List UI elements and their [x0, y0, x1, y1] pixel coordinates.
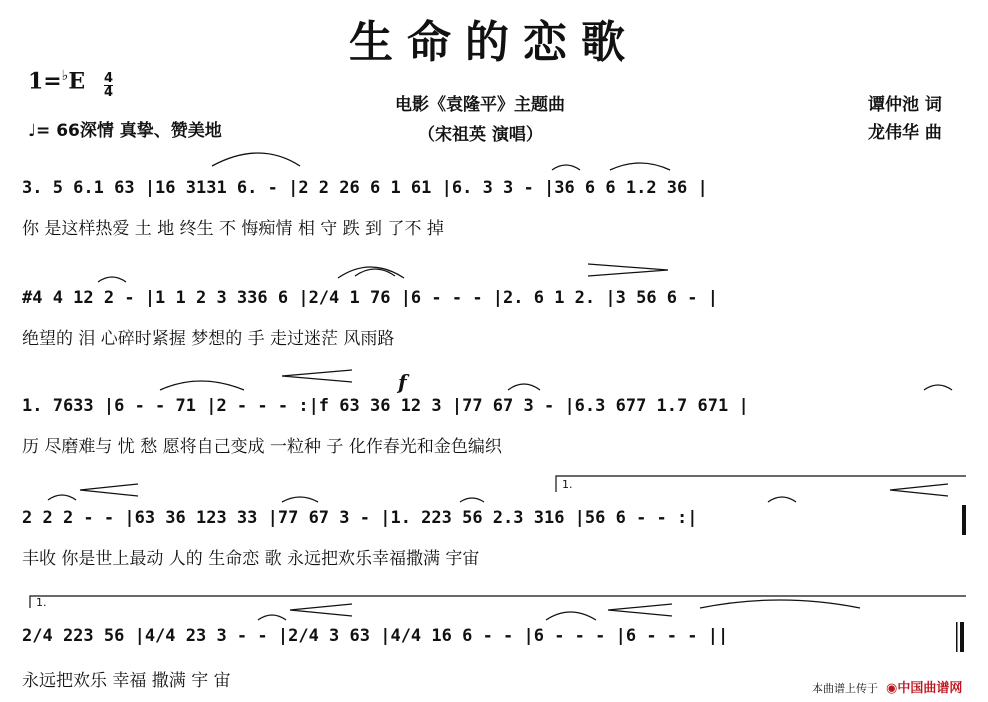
slur [460, 498, 484, 502]
crescendo-hairpin [588, 264, 668, 276]
lyrics-line-2: 绝望的 泪 心碎时紧握 梦想的 手 走过迷茫 风雨路 [22, 329, 395, 349]
time-denominator: 4 [104, 85, 114, 100]
dynamic-forte: f [398, 370, 407, 394]
lyrics-line-4: 丰收 你是世上最动 人的 生命恋 歌 永远把欢乐幸福撒满 宇宙 [22, 549, 480, 569]
final-barline-thin [956, 622, 958, 652]
slur [546, 612, 596, 620]
subtitle: 电影《袁隆平》主题曲 [395, 95, 565, 115]
flat-sign: ♭ [61, 68, 69, 84]
song-title: 生命的恋歌 [349, 17, 639, 68]
slur [552, 165, 580, 170]
slur [258, 615, 286, 620]
slur [508, 384, 540, 390]
slur [768, 497, 796, 502]
composer-credit: 龙伟华 曲 [868, 123, 942, 143]
logo-globe-icon: ◉ [886, 681, 898, 696]
notes-line-2: #4 4 12 2 - |1 1 2 3 336 6 |2/4 1 76 |6 - - - |2. 6 1 2. |3 56 6 - | [22, 288, 718, 308]
tempo-text: = 66深情 真挚、赞美地 [36, 121, 222, 141]
lyrics-line-5: 永远把欢乐 幸福 撒满 宇 宙 [22, 671, 231, 691]
lyrics-line-3: 历 尽磨难与 忧 愁 愿将自己变成 一粒种 子 化作春光和金色编织 [22, 437, 502, 457]
decrescendo-hairpin [290, 604, 352, 616]
slur [160, 381, 244, 390]
slur [924, 385, 952, 390]
notes-line-4: 2 2 2 - - |63 36 123 33 |77 67 3 - |1. 223 56 2.3 316 |56 6 - - :| [22, 508, 698, 528]
repeat-end-barline [962, 505, 966, 535]
quarter-note-icon: ♩ [28, 121, 37, 141]
lyricist-credit: 谭仲池 词 [868, 95, 942, 115]
decrescendo-hairpin [608, 604, 672, 616]
key-prefix: 1= [28, 68, 62, 95]
volta-label-2: 1. [36, 596, 47, 609]
logo-text: 中国曲谱网 [897, 681, 963, 696]
lyrics-line-1: 你 是这样热爱 土 地 终生 不 悔痴情 相 守 跌 到 了不 掉 [22, 219, 444, 239]
performer: （宋祖英 演唱） [418, 125, 543, 145]
decrescendo-hairpin [890, 484, 948, 496]
notes-line-5: 2/4 223 56 |4/4 23 3 - - |2/4 3 63 |4/4 16 6 - - |6 - - - |6 - - - || [22, 626, 729, 646]
decrescendo-hairpin [282, 370, 352, 382]
slur [48, 495, 76, 500]
volta-bracket [556, 476, 966, 492]
key-note: E [68, 68, 86, 95]
volta-label-1: 1. [562, 478, 573, 491]
site-logo [886, 677, 962, 696]
notes-line-3: 1. 7633 |6 - - 71 |2 - - - :|f 63 36 12 3 |77 67 3 - |6.3 677 1.7 671 | [22, 396, 749, 416]
upload-note: 本曲谱上传于 [812, 682, 878, 695]
slur [98, 277, 126, 282]
time-numerator: 4 [104, 71, 114, 86]
notes-line-1: 3. 5 6.1 63 |16 3131 6. - |2 2 26 6 1 61 |6. 3 3 - |36 6 6 1.2 36 | [22, 178, 708, 198]
slur [282, 497, 318, 502]
slur [212, 153, 300, 166]
slur [700, 600, 860, 608]
slur [610, 163, 670, 170]
decrescendo-hairpin [80, 484, 138, 496]
final-barline [960, 622, 964, 652]
